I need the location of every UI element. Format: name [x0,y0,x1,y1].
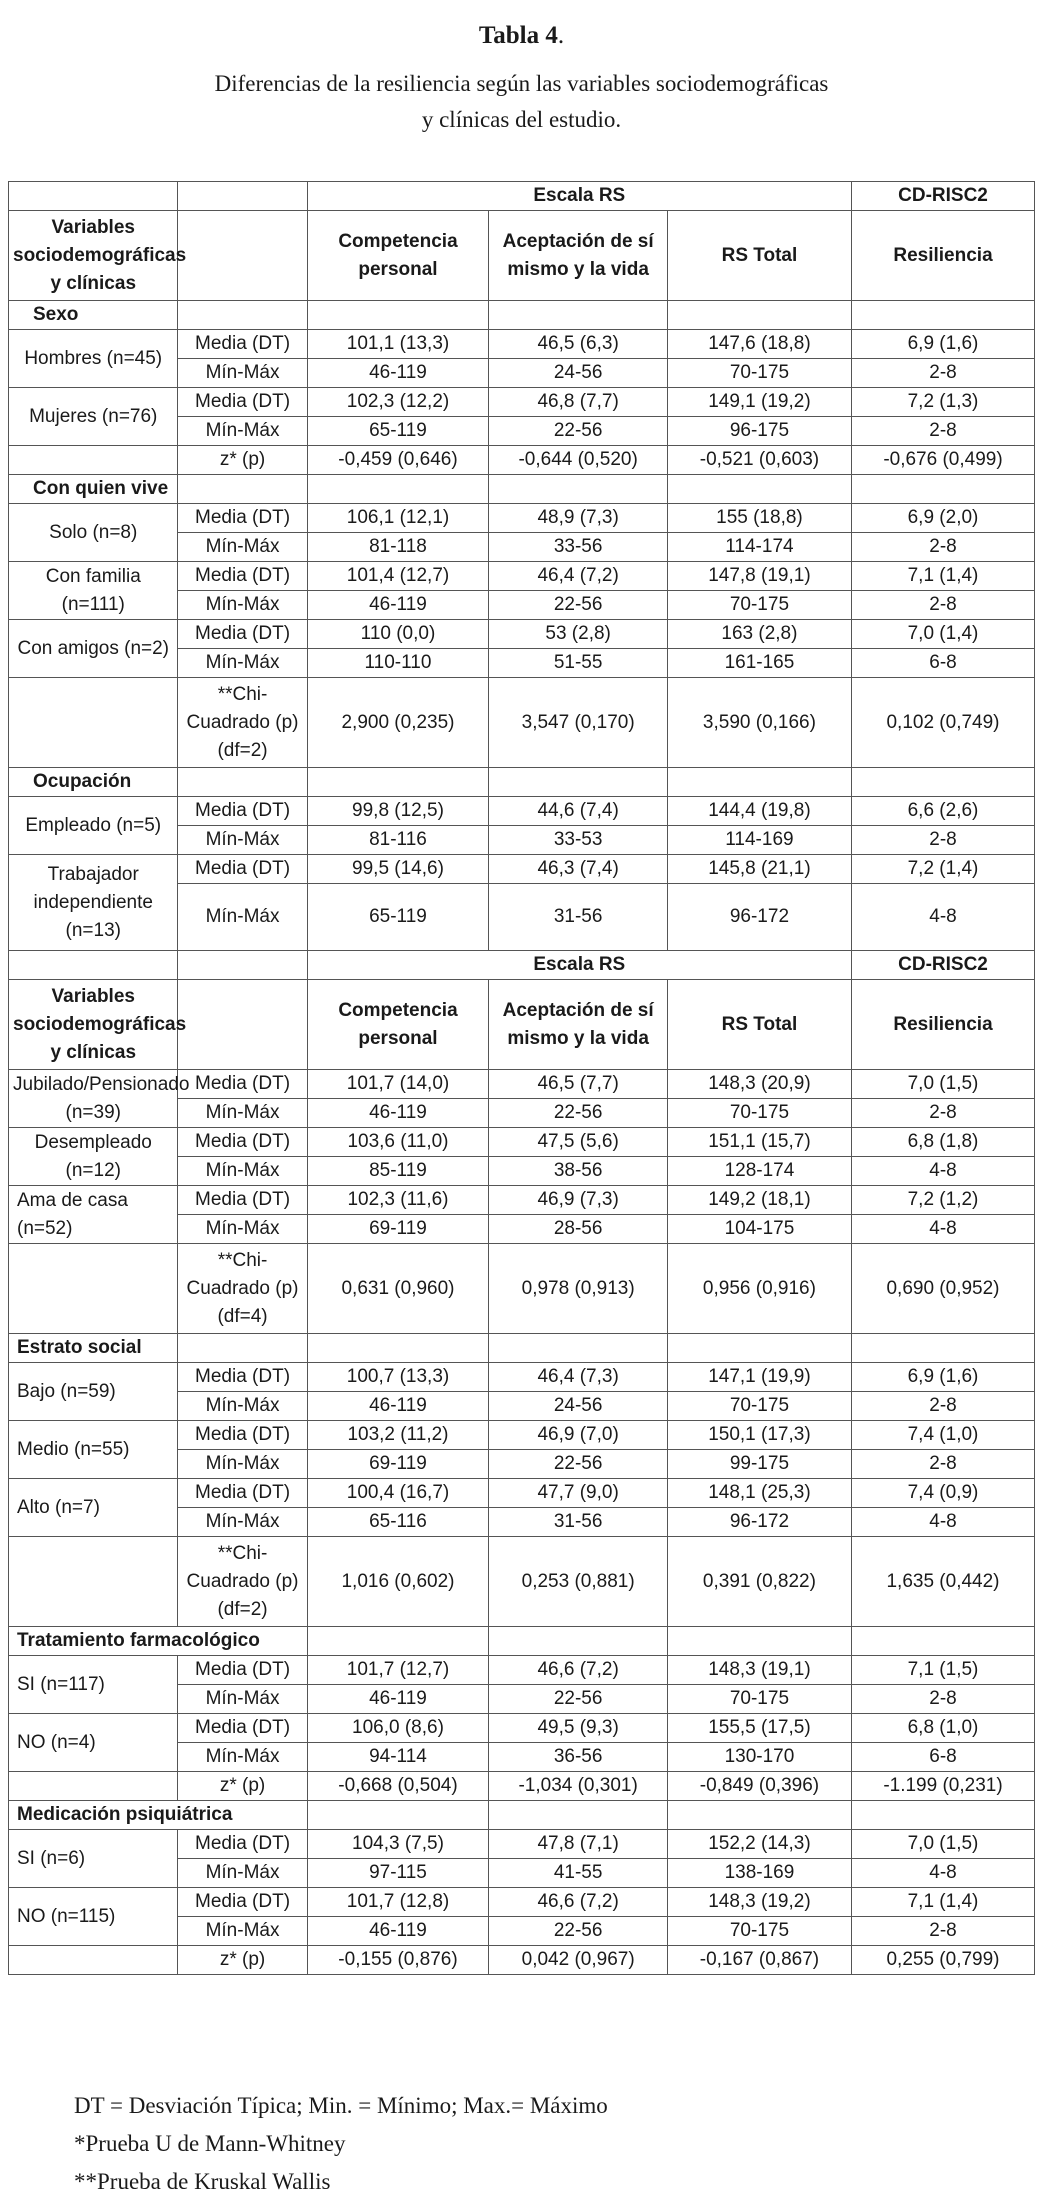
blank-cell [178,980,307,1070]
value-cell: 4-8 [852,1859,1035,1888]
value-cell: 70-175 [667,591,851,620]
section-sexo: Sexo [9,301,178,330]
value-cell: 4-8 [852,1215,1035,1244]
section-ocupacion: Ocupación [9,768,178,797]
table-row [9,388,1035,417]
value-cell: 148,3 (19,2) [667,1888,851,1917]
value-cell: 46,6 (7,2) [489,1656,667,1685]
value-cell: 2-8 [852,533,1035,562]
value-cell: 2-8 [852,417,1035,446]
blank-cell [9,1244,178,1334]
test-row [9,1946,1035,1975]
blank-cell [9,951,178,980]
table-row [9,1128,1035,1157]
test-value: 0,956 (0,916) [667,1244,851,1334]
group-label: Desempleado (n=12) [9,1128,178,1186]
footnote-dt: DT = Desviación Típica; Min. = Mínimo; Max.= Máximo [74,2093,608,2118]
test-row [9,1537,1035,1627]
value-cell: 7,2 (1,3) [852,388,1035,417]
stat-label: Media (DT) [178,1714,307,1743]
value-cell: 114-169 [667,826,851,855]
table-title [0,66,1043,138]
header-cdrisc: CD-RISC2 [852,182,1035,211]
stat-label: Mín-Máx [178,826,307,855]
value-cell: 7,0 (1,4) [852,620,1035,649]
value-cell: 41-55 [489,1859,667,1888]
group-label: Ama de casa (n=52) [9,1186,178,1244]
table-row [9,1421,1035,1450]
stat-label: Mín-Máx [178,533,307,562]
stat-label: Mín-Máx [178,1508,307,1537]
value-cell: 24-56 [489,1392,667,1421]
value-cell: 147,6 (18,8) [667,330,851,359]
group-label: NO (n=115) [9,1888,178,1946]
value-cell: 104-175 [667,1215,851,1244]
group-label: Solo (n=8) [9,504,178,562]
value-cell: 103,2 (11,2) [307,1421,489,1450]
test-label: **Chi-Cuadrado (p) (df=2) [178,1537,307,1627]
value-cell: 24-56 [489,359,667,388]
stat-label: Media (DT) [178,1830,307,1859]
stat-label: Media (DT) [178,562,307,591]
value-cell: 22-56 [489,591,667,620]
value-cell: 101,7 (14,0) [307,1070,489,1099]
section-medicacion: Medicación psiquiátrica [9,1801,308,1830]
test-value: -0,167 (0,867) [667,1946,851,1975]
value-cell: 46,5 (6,3) [489,330,667,359]
value-cell: 2-8 [852,1685,1035,1714]
test-value: -0,521 (0,603) [667,446,851,475]
test-row [9,678,1035,768]
value-cell: 7,1 (1,4) [852,1888,1035,1917]
blank-cell [9,182,178,211]
value-cell: 47,5 (5,6) [489,1128,667,1157]
value-cell: 53 (2,8) [489,620,667,649]
table-row [9,1479,1035,1508]
stat-label: Mín-Máx [178,1099,307,1128]
header-escala-rs: Escala RS [307,951,851,980]
value-cell: 2-8 [852,826,1035,855]
value-cell: 106,1 (12,1) [307,504,489,533]
value-cell: 155 (18,8) [667,504,851,533]
value-cell: 148,1 (25,3) [667,1479,851,1508]
value-cell: 46,5 (7,7) [489,1070,667,1099]
value-cell: 81-116 [307,826,489,855]
value-cell: 7,2 (1,2) [852,1186,1035,1215]
group-label: Medio (n=55) [9,1421,178,1479]
value-cell: 46,3 (7,4) [489,855,667,884]
value-cell: 49,5 (9,3) [489,1714,667,1743]
test-label: z* (p) [178,1946,307,1975]
value-cell: 147,8 (19,1) [667,562,851,591]
value-cell: 70-175 [667,1917,851,1946]
section-estrato: Estrato social [9,1334,178,1363]
value-cell: 99-175 [667,1450,851,1479]
value-cell: 22-56 [489,1917,667,1946]
value-cell: 96-175 [667,417,851,446]
section-row [9,301,1035,330]
value-cell: 44,6 (7,4) [489,797,667,826]
stat-label: Media (DT) [178,330,307,359]
header-variables: Variables sociodemográficas y clínicas [9,211,178,301]
value-cell: 22-56 [489,1450,667,1479]
value-cell: 69-119 [307,1450,489,1479]
section-row [9,475,1035,504]
stat-label: Media (DT) [178,1479,307,1508]
value-cell: 102,3 (12,2) [307,388,489,417]
table-title-line1: Diferencias de la resiliencia según las variables sociodemográficas [214,71,829,96]
stat-label: Mín-Máx [178,1392,307,1421]
group-label: Empleado (n=5) [9,797,178,855]
stat-label: Mín-Máx [178,1917,307,1946]
value-cell: 103,6 (11,0) [307,1128,489,1157]
value-cell: 102,3 (11,6) [307,1186,489,1215]
table-label: Tabla 4. [478,22,565,49]
value-cell: 110 (0,0) [307,620,489,649]
stat-label: Mín-Máx [178,884,307,951]
value-cell: 145,8 (21,1) [667,855,851,884]
test-value: -0,644 (0,520) [489,446,667,475]
header-row-1 [9,182,1035,211]
value-cell: 150,1 (17,3) [667,1421,851,1450]
value-cell: 149,1 (19,2) [667,388,851,417]
value-cell: 161-165 [667,649,851,678]
header-row-2-repeat [9,980,1035,1070]
value-cell: 101,4 (12,7) [307,562,489,591]
value-cell: 4-8 [852,1157,1035,1186]
value-cell: 46-119 [307,1685,489,1714]
header-competencia: Competencia personal [307,211,489,301]
value-cell: 7,4 (1,0) [852,1421,1035,1450]
test-value: 1,635 (0,442) [852,1537,1035,1627]
test-value: 0,978 (0,913) [489,1244,667,1334]
table-row [9,504,1035,533]
stat-label: Mín-Máx [178,649,307,678]
value-cell: 46,9 (7,3) [489,1186,667,1215]
test-value: 3,547 (0,170) [489,678,667,768]
test-label: **Chi-Cuadrado (p) (df=4) [178,1244,307,1334]
header-row-2 [9,211,1035,301]
group-label: Mujeres (n=76) [9,388,178,446]
value-cell: 2-8 [852,1917,1035,1946]
value-cell: 69-119 [307,1215,489,1244]
test-value: 0,253 (0,881) [489,1537,667,1627]
stat-label: Media (DT) [178,388,307,417]
value-cell: 101,1 (13,3) [307,330,489,359]
value-cell: 85-119 [307,1157,489,1186]
group-label: Con familia (n=111) [9,562,178,620]
value-cell: 99,5 (14,6) [307,855,489,884]
stat-label: Media (DT) [178,1128,307,1157]
section-tratamiento: Tratamiento farmacológico [9,1627,308,1656]
test-label: z* (p) [178,446,307,475]
table-row [9,562,1035,591]
footnote-kruskal: **Prueba de Kruskal Wallis [74,2169,331,2194]
stat-label: Media (DT) [178,855,307,884]
header-rs-total: RS Total [667,211,851,301]
value-cell: 38-56 [489,1157,667,1186]
test-value: -0,668 (0,504) [307,1772,489,1801]
results-table [8,181,1035,1975]
value-cell: 7,0 (1,5) [852,1070,1035,1099]
value-cell: 65-116 [307,1508,489,1537]
test-value: 0,690 (0,952) [852,1244,1035,1334]
value-cell: 4-8 [852,884,1035,951]
table-title-line2: y clínicas del estudio. [421,107,622,132]
group-label: Bajo (n=59) [9,1363,178,1421]
value-cell: 110-110 [307,649,489,678]
value-cell: 130-170 [667,1743,851,1772]
blank-cell [178,182,307,211]
group-label: SI (n=6) [9,1830,178,1888]
value-cell: 46,6 (7,2) [489,1888,667,1917]
table-row [9,1363,1035,1392]
value-cell: 28-56 [489,1215,667,1244]
test-value: -1.199 (0,231) [852,1772,1035,1801]
value-cell: 148,3 (19,1) [667,1656,851,1685]
value-cell: 47,7 (9,0) [489,1479,667,1508]
footnote-mann-whitney: *Prueba U de Mann-Whitney [74,2131,346,2156]
value-cell: 2-8 [852,1392,1035,1421]
value-cell: 114-174 [667,533,851,562]
header-aceptacion: Aceptación de sí mismo y la vida [489,211,667,301]
value-cell: 47,8 (7,1) [489,1830,667,1859]
stat-label: Media (DT) [178,1186,307,1215]
test-value: 2,900 (0,235) [307,678,489,768]
table-row [9,1070,1035,1099]
value-cell: 96-172 [667,1508,851,1537]
table-row [9,1656,1035,1685]
blank-cell [178,211,307,301]
stat-label: Mín-Máx [178,1450,307,1479]
blank-cell [9,1772,178,1801]
value-cell: 6,6 (2,6) [852,797,1035,826]
value-cell: 94-114 [307,1743,489,1772]
value-cell: 6,9 (1,6) [852,1363,1035,1392]
value-cell: 2-8 [852,1099,1035,1128]
value-cell: 147,1 (19,9) [667,1363,851,1392]
header-variables: Variables sociodemográficas y clínicas [9,980,178,1070]
value-cell: 138-169 [667,1859,851,1888]
stat-label: Mín-Máx [178,417,307,446]
value-cell: 97-115 [307,1859,489,1888]
value-cell: 104,3 (7,5) [307,1830,489,1859]
test-value: -0,676 (0,499) [852,446,1035,475]
section-row [9,1627,1035,1656]
section-row [9,1334,1035,1363]
value-cell: 6,9 (1,6) [852,330,1035,359]
stat-label: Mín-Máx [178,359,307,388]
group-label: Con amigos (n=2) [9,620,178,678]
test-value: -0,849 (0,396) [667,1772,851,1801]
value-cell: 6-8 [852,1743,1035,1772]
value-cell: 46-119 [307,1917,489,1946]
value-cell: 7,1 (1,5) [852,1656,1035,1685]
value-cell: 70-175 [667,1099,851,1128]
stat-label: Media (DT) [178,1070,307,1099]
value-cell: 101,7 (12,7) [307,1656,489,1685]
value-cell: 81-118 [307,533,489,562]
value-cell: 7,1 (1,4) [852,562,1035,591]
value-cell: 2-8 [852,1450,1035,1479]
test-label: z* (p) [178,1772,307,1801]
value-cell: 100,4 (16,7) [307,1479,489,1508]
value-cell: 46,8 (7,7) [489,388,667,417]
stat-label: Media (DT) [178,1888,307,1917]
value-cell: 151,1 (15,7) [667,1128,851,1157]
group-label: Trabajador independiente (n=13) [9,855,178,951]
table-row [9,1888,1035,1917]
value-cell: 46,4 (7,2) [489,562,667,591]
stat-label: Mín-Máx [178,1685,307,1714]
stat-label: Media (DT) [178,1363,307,1392]
stat-label: Media (DT) [178,504,307,533]
value-cell: 144,4 (19,8) [667,797,851,826]
test-row [9,1772,1035,1801]
value-cell: 7,4 (0,9) [852,1479,1035,1508]
value-cell: 163 (2,8) [667,620,851,649]
test-row [9,1244,1035,1334]
test-value: -0,459 (0,646) [307,446,489,475]
header-row-1-repeat [9,951,1035,980]
value-cell: 46-119 [307,1392,489,1421]
test-value: 0,102 (0,749) [852,678,1035,768]
value-cell: 51-55 [489,649,667,678]
test-label: **Chi-Cuadrado (p) (df=2) [178,678,307,768]
value-cell: 128-174 [667,1157,851,1186]
table-row [9,797,1035,826]
value-cell: 22-56 [489,1685,667,1714]
value-cell: 96-172 [667,884,851,951]
value-cell: 46-119 [307,1099,489,1128]
stat-label: Media (DT) [178,1656,307,1685]
value-cell: 6,8 (1,8) [852,1128,1035,1157]
value-cell: 2-8 [852,359,1035,388]
value-cell: 2-8 [852,591,1035,620]
value-cell: 65-119 [307,417,489,446]
value-cell: 46-119 [307,359,489,388]
header-resiliencia: Resiliencia [852,211,1035,301]
value-cell: 36-56 [489,1743,667,1772]
group-label: NO (n=4) [9,1714,178,1772]
stat-label: Mín-Máx [178,1157,307,1186]
header-escala-rs: Escala RS [307,182,851,211]
value-cell: 70-175 [667,1685,851,1714]
test-value: 0,391 (0,822) [667,1537,851,1627]
group-label: Jubilado/Pensionado (n=39) [9,1070,178,1128]
value-cell: 149,2 (18,1) [667,1186,851,1215]
header-resiliencia: Resiliencia [852,980,1035,1070]
stat-label: Media (DT) [178,1421,307,1450]
value-cell: 4-8 [852,1508,1035,1537]
section-row [9,768,1035,797]
table-row [9,855,1035,884]
stat-label: Media (DT) [178,620,307,649]
value-cell: 46-119 [307,591,489,620]
test-value: 0,255 (0,799) [852,1946,1035,1975]
value-cell: 46,9 (7,0) [489,1421,667,1450]
stat-label: Media (DT) [178,797,307,826]
table-row [9,1714,1035,1743]
blank-cell [9,1537,178,1627]
value-cell: 7,2 (1,4) [852,855,1035,884]
header-aceptacion: Aceptación de sí mismo y la vida [489,980,667,1070]
value-cell: 33-53 [489,826,667,855]
value-cell: 22-56 [489,1099,667,1128]
blank-cell [9,446,178,475]
value-cell: 152,2 (14,3) [667,1830,851,1859]
value-cell: 101,7 (12,8) [307,1888,489,1917]
value-cell: 7,0 (1,5) [852,1830,1035,1859]
value-cell: 46,4 (7,3) [489,1363,667,1392]
header-rs-total: RS Total [667,980,851,1070]
stat-label: Mín-Máx [178,1215,307,1244]
stat-label: Mín-Máx [178,1859,307,1888]
value-cell: 48,9 (7,3) [489,504,667,533]
test-value: 3,590 (0,166) [667,678,851,768]
value-cell: 6,8 (1,0) [852,1714,1035,1743]
test-value: 0,042 (0,967) [489,1946,667,1975]
header-cdrisc: CD-RISC2 [852,951,1035,980]
value-cell: 22-56 [489,417,667,446]
test-value: 0,631 (0,960) [307,1244,489,1334]
test-row [9,446,1035,475]
table-row [9,620,1035,649]
blank-cell [178,951,307,980]
section-row [9,1801,1035,1830]
value-cell: 106,0 (8,6) [307,1714,489,1743]
group-label: Hombres (n=45) [9,330,178,388]
stat-label: Mín-Máx [178,591,307,620]
section-vive: Con quien vive [9,475,178,504]
group-label: SI (n=117) [9,1656,178,1714]
test-value: -0,155 (0,876) [307,1946,489,1975]
value-cell: 148,3 (20,9) [667,1070,851,1099]
value-cell: 70-175 [667,359,851,388]
blank-cell [9,678,178,768]
table-row [9,1186,1035,1215]
header-competencia: Competencia personal [307,980,489,1070]
table-row [9,330,1035,359]
table-row [9,1830,1035,1859]
value-cell: 155,5 (17,5) [667,1714,851,1743]
test-value: 1,016 (0,602) [307,1537,489,1627]
value-cell: 6,9 (2,0) [852,504,1035,533]
value-cell: 99,8 (12,5) [307,797,489,826]
test-value: -1,034 (0,301) [489,1772,667,1801]
value-cell: 65-119 [307,884,489,951]
stat-label: Mín-Máx [178,1743,307,1772]
value-cell: 33-56 [489,533,667,562]
value-cell: 31-56 [489,1508,667,1537]
group-label: Alto (n=7) [9,1479,178,1537]
blank-cell [9,1946,178,1975]
value-cell: 100,7 (13,3) [307,1363,489,1392]
value-cell: 6-8 [852,649,1035,678]
value-cell: 31-56 [489,884,667,951]
value-cell: 70-175 [667,1392,851,1421]
